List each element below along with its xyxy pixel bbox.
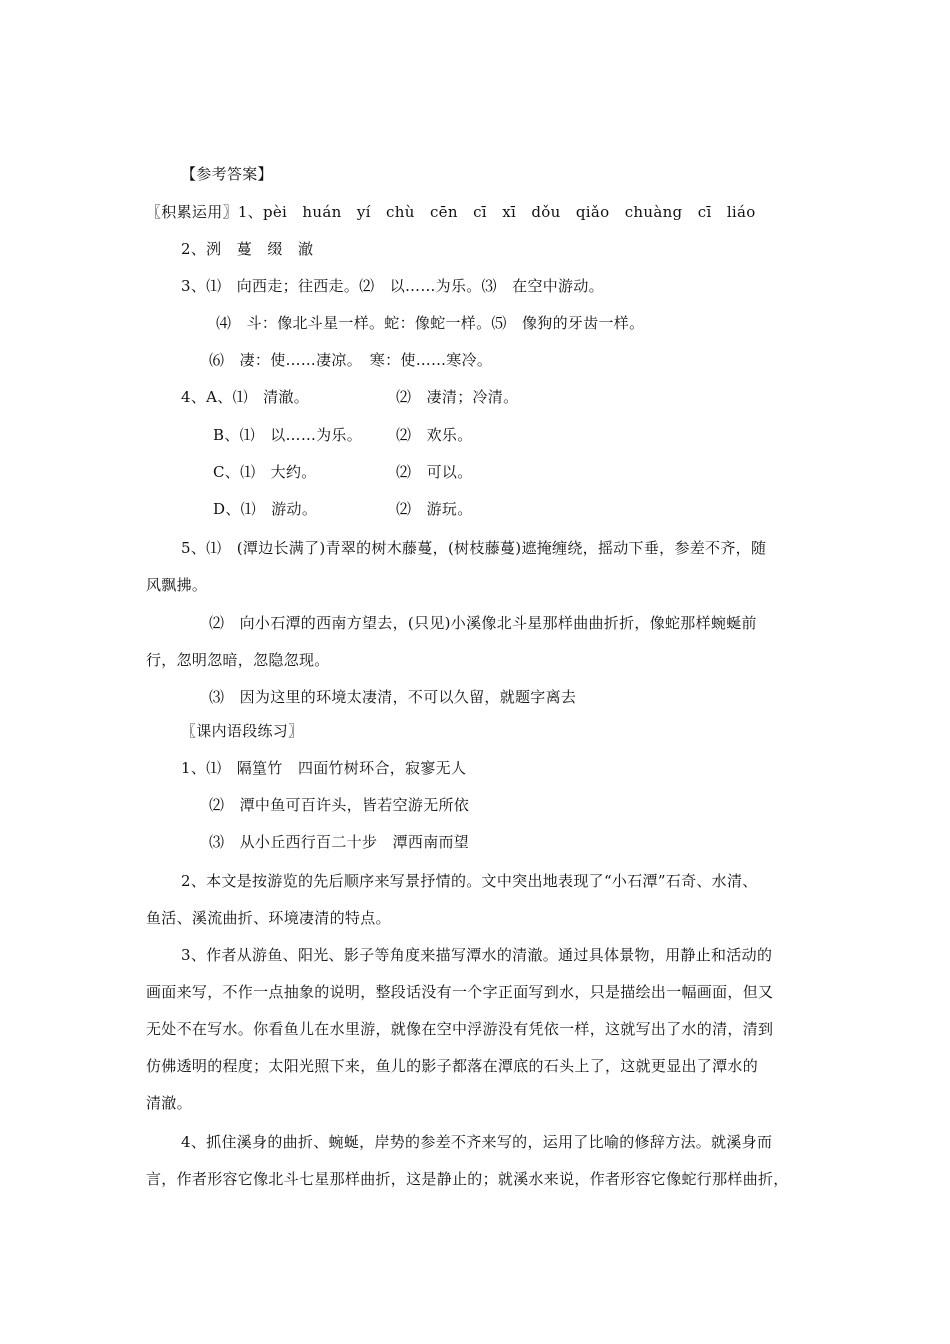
question-4-c1: C、⑴ 大约。	[213, 463, 317, 481]
question-3-line-2: ⑷ 斗：像北斗星一样。蛇：像蛇一样。⑸ 像狗的牙齿一样。	[216, 314, 645, 332]
practice-3-line-3: 无处不在写水。你看鱼儿在水里游，就像在空中浮游没有凭依一样，这就写出了水的清，清到	[146, 1020, 774, 1038]
practice-3-line-4: 仿佛透明的程度；太阳光照下来，鱼儿的影子都落在潭底的石头上了，这就更显出了潭水的	[146, 1057, 759, 1075]
question-5-1-line-1: 5、⑴ (潭边长满了)青翠的树木藤蔓，(树枝藤蔓)遮掩缠绕，摇动下垂，参差不齐，随	[181, 539, 767, 557]
question-5-1-line-2: 风飘拂。	[146, 576, 208, 594]
question-4-b1: B、⑴ 以……为乐。	[213, 426, 363, 444]
question-3-line-3: ⑹ 凄：使……凄凉。 寒：使……寒冷。	[209, 351, 493, 369]
section-accumulation	[146, 202, 756, 222]
question-4-b2: ⑵ 欢乐。	[396, 426, 473, 444]
practice-3-line-1: 3、作者从游鱼、阳光、影子等角度来描写潭水的清澈。通过具体景物，用静止和活动的	[181, 946, 773, 964]
question-4-a2: ⑵ 凄清；冷清。	[396, 388, 519, 406]
practice-3-line-2: 画面来写，不作一点抽象的说明，整段话没有一个字正面写到水，只是描绘出一幅画面，但又	[146, 983, 774, 1001]
question-5-2-line-1: ⑵ 向小石潭的西南方望去，(只见)小溪像北斗星那样曲曲折折，像蛇那样蜿蜒前	[209, 614, 757, 632]
question-4-a1: 4、A、⑴ 清澈。	[181, 388, 310, 406]
question-4-c2: ⑵ 可以。	[396, 463, 473, 481]
practice-1-2: ⑵ 潭中鱼可百许头，皆若空游无所依	[209, 796, 470, 814]
question-4-d1: D、⑴ 游动。	[213, 500, 318, 518]
practice-2-line-2: 鱼活、溪流曲折、环境凄清的特点。	[146, 909, 391, 927]
question-5-3: ⑶ 因为这里的环境太凄清，不可以久留，就题字离去	[209, 688, 577, 706]
practice-1-1: 1、⑴ 隔篁竹 四面竹树环合，寂寥无人	[181, 759, 467, 777]
question-2: 2、洌 蔓 缀 澈	[181, 240, 314, 258]
question-1: 1、pèi huán yí chù cēn cī xī dǒu qiǎo chuàng cī liáo	[237, 203, 756, 221]
section-in-class-practice: 〖课内语段练习〗	[181, 722, 304, 740]
practice-3-line-5: 清澈。	[146, 1094, 192, 1112]
section-label: 〖积累运用〗	[146, 203, 238, 221]
answer-heading: 【参考答案】	[181, 165, 273, 183]
practice-4-line-2: 言，作者形容它像北斗七星那样曲折，这是静止的；就溪水来说，作者形容它像蛇行那样曲折，	[146, 1170, 789, 1188]
practice-4-line-1: 4、抓住溪身的曲折、蜿蜒，岸势的参差不齐来写的，运用了比喻的修辞方法。就溪身而	[181, 1133, 773, 1151]
question-5-2-line-2: 行，忽明忽暗，忽隐忽现。	[146, 651, 330, 669]
practice-2-line-1: 2、本文是按游览的先后顺序来写景抒情的。文中突出地表现了“小石潭”石奇、水清、	[181, 872, 758, 890]
practice-1-3: ⑶ 从小丘西行百二十步 潭西南而望	[209, 833, 470, 851]
question-3-line-1: 3、⑴ 向西走；往西走。⑵ 以……为乐。⑶ 在空中游动。	[181, 277, 604, 295]
question-4-d2: ⑵ 游玩。	[396, 500, 473, 518]
